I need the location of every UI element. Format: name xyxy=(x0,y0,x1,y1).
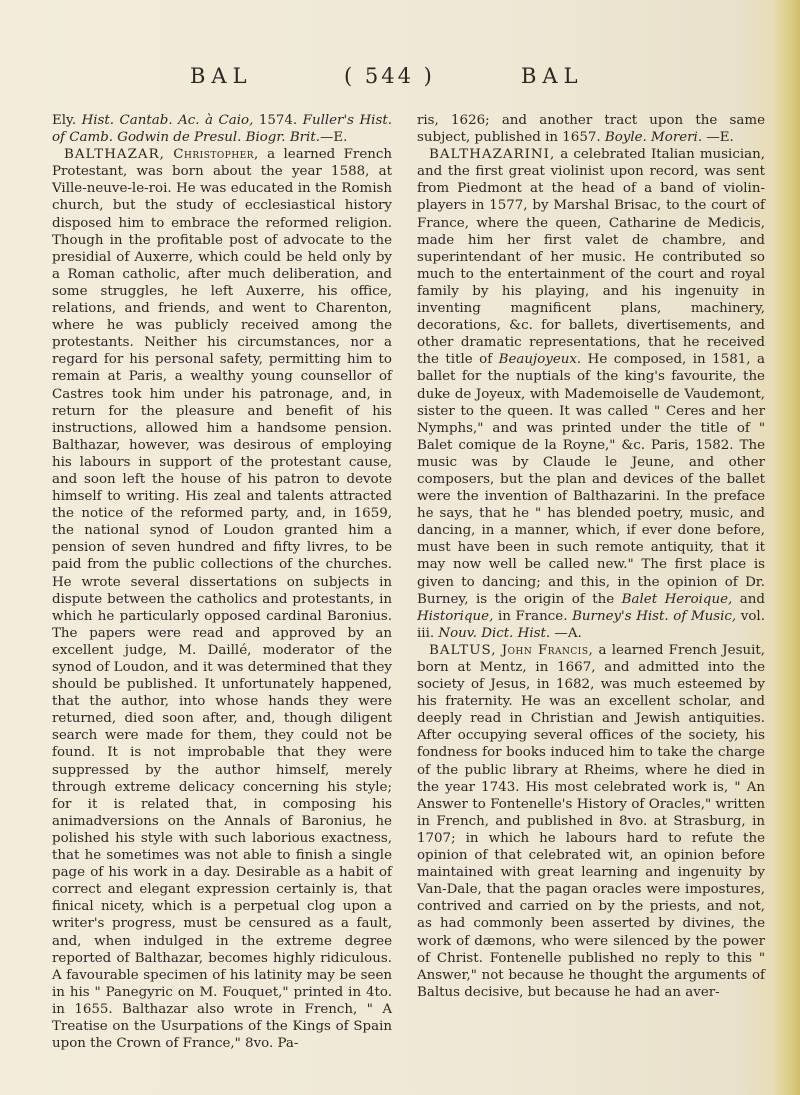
continuation-sources: Boyle. Moreri. xyxy=(604,130,703,146)
entry-balthazar xyxy=(52,146,392,1052)
page-number: ( 544 ) xyxy=(344,64,435,88)
continuation-segment: —E. xyxy=(319,130,348,146)
previous-entry-continuation xyxy=(52,112,392,146)
continuation-text: ris, 1626; and another tract upon the same subject, published in 1657. xyxy=(417,113,765,146)
continuation-segment: 1574. xyxy=(253,113,303,128)
entry-in-france: in France. xyxy=(493,608,573,624)
page-edge-stain xyxy=(772,0,800,1095)
header-right-word: BAL xyxy=(521,64,584,88)
entry-headword: BALTHAZAR, xyxy=(64,147,165,163)
entry-body-a: a celebrated Italian musician, and the first great violinist upon record, was sent from Piedmont at the head of a band of violin-players in 1577, by Marshal Brisac, to the court of France, where the queen, Catharine de Medicis, made him her first valet de chambre, and superintendant of her music. He contributed so much to the entertainment of the court and royal family by his playing, and his ingenuity in inventing magnificent plans, machinery, decorations, &c. for ballets, divertisements, and other dramatic representations, that he received the title of xyxy=(417,147,765,368)
entry-given-name: John Francis, xyxy=(501,642,594,658)
entry-body-b: He composed, in 1581, a ballet for the nuptials of the king's favourite, the duke de Joyeux, with Mademoiselle de Vaudemont, sister to the queen. It was called " Ceres and her Nymphs," and was printed under the title of " Balet comique de la Royne," &c. Paris, 1582. The music was by Claude le Jeune, and other composers, but the plan and devices of the ballet were the invention of Balthazarini. In the preface he says, that he " has blended poetry, music, and dancing, in a manner, which, if ever done before, must have been in such remote antiquity, that it may now well be called new." The first place is given to dancing; and this, in the opinion of Dr. Burney, is the origin of the xyxy=(417,352,765,607)
continuation-segment: Fuller's Hist. of Camb. Godwin de Presul. Biogr. Brit. xyxy=(52,113,392,146)
header-left-word: BAL xyxy=(190,64,253,88)
entry-historique: Historique, xyxy=(417,608,494,624)
running-header xyxy=(0,64,800,98)
entry-balthazarini xyxy=(417,146,765,642)
entry-given-name: Christopher, xyxy=(173,147,259,163)
previous-entry-continuation xyxy=(417,112,765,146)
entry-dictionary: Nouv. Dict. Hist. xyxy=(438,625,551,641)
entry-headword: BALTUS, xyxy=(429,642,497,658)
continuation-segment: Ely. xyxy=(52,113,82,128)
left-column xyxy=(52,112,392,1052)
entry-body: a learned French Jesuit, born at Mentz, in 1667, and admitted into the society of Jesus, in 1682, was much esteemed by his fraternity. He was an excellent scholar, and deeply read in Christian and Jewish antiquities. After occupying several offices of the society, his fondness for books induced him to take the charge of the public library at Rheims, where he died in the year 1743. His most celebrated work is, " An Answer to Fontenelle's History of Oracles," written in French, and published in 8vo. at Strasburg, in 1707; in which he labours hard to refute the opinion of that celebrated wit, an opinion before maintained with great learning and ingenuity by Van-Dale, that the pagan oracles were impostures, contrived and carried on by the priests, and not, as had commonly been asserted by divines, the work of dæmons, who were silenced by the power of Christ. Fontenelle published no reply to this " Answer," not because he thought the arguments of Baltus decisive, but because he had an aver- xyxy=(417,642,765,1000)
entry-baltus xyxy=(417,642,765,1001)
entry-body: a learned French Protestant, was born about the year 1588, at Ville-neuve-le-roi. He was educated in the Romish church, but the study of ecclesiastical history disposed him to embrace the reformed religion. Though in the profitable post of advocate to the presidial of Auxerre, which could be held only by a Roman catholic, after much deliberation, and some struggles, he left Auxerre, his office, relations, and friends, and went to Charenton, where he was publicly received among the protestants. Neither his circumstances, nor a regard for his personal safety, permitting him to remain at Paris, a wealthy young counsellor of Castres took him under his patronage, and, in return for the pleasure and benefit of his instructions, allowed him a handsome pension. Balthazar, however, was desirous of employing his labours in support of the protestant cause, and soon left the house of his patron to devote himself to writing. His zeal and talents attracted the notice of the reformed party, and, in 1659, the national synod of Loudon granted him a pension of seven hundred and fifty livres, to be paid from the public collections of the churches. He wrote several dissertations on subjects in dispute between the catholics and protestants, in which he particularly opposed cardinal Baronius. The papers were read and approved by an excellent judge, M. Daillé, moderator of the synod of Loudon, and it was determined that they should be published. It unfortunately happened, that the author, into whose hands they were returned, died soon after, and, though diligent search were made for them, they could not be found. It is not improbable that they were suppressed by the author himself, merely through extreme delicacy concerning his style; for it is related that, in composing his animadversions on the Annals of Baronius, he polished his style with such laborious exactness, that he sometimes was not able to finish a single page of his work in a day. Desirable as a habit of correct and elegant expression certainly is, that finical nicety, which is a perpetual clog upon a writer's progress, must be censured as a fault, and, when indulged in the extreme degree reported of Balthazar, becomes highly ridiculous. A favourable specimen of his latinity may be seen in his " Panegyric on M. Fouquet," printed in 4to. in 1655. Balthazar also wrote in French, " A Treatise on the Usurpations of the Kings of Spain upon the Crown of France," 8vo. Pa- xyxy=(52,147,392,1052)
entry-title: Beaujoyeux. xyxy=(498,352,582,368)
entry-and: and xyxy=(732,591,765,607)
entry-headword: BALTHAZARINI, xyxy=(429,147,556,163)
continuation-segment: Hist. Cantab. Ac. à Caio, xyxy=(81,113,254,128)
continuation-signature: —E. xyxy=(706,130,734,146)
entry-volume: vol. iii. xyxy=(417,608,765,641)
right-column xyxy=(417,112,765,1001)
entry-balet: Balet Heroique, xyxy=(621,591,733,607)
entry-signature: —A. xyxy=(554,625,582,641)
entry-sources: Burney's Hist. of Music, xyxy=(572,608,737,624)
text-columns xyxy=(52,112,772,1072)
